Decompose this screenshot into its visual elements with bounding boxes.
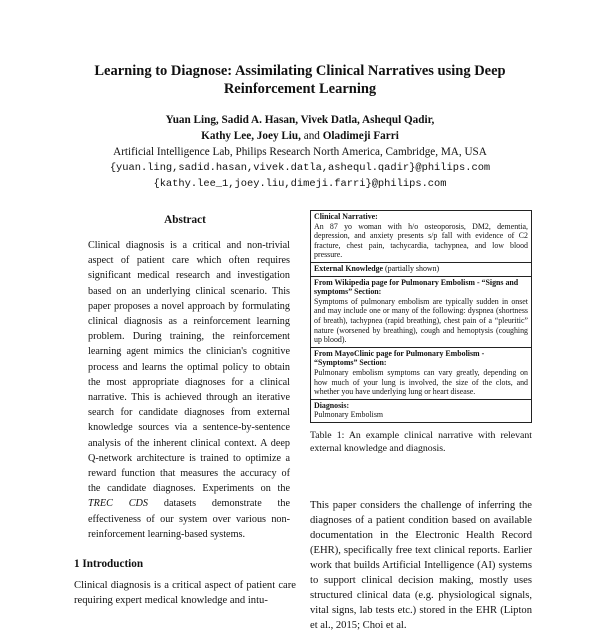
knowledge-title: External Knowledge: [314, 263, 384, 273]
title-line-2: Reinforcement Learning: [223, 81, 377, 97]
paper-title: [60, 62, 540, 98]
wiki-section: [311, 277, 531, 348]
authors-and: and: [303, 130, 320, 142]
author-block: [60, 112, 540, 192]
authors-line-2: [60, 128, 540, 144]
title-line-1: Learning to Diagnose: Assimilating Clinical Narratives using Deep: [94, 63, 506, 79]
mayo-text: Pulmonary embolism symptoms can vary greatly, depending on how much of your lung is involved, the size of the clots, and whether you have underlying lung or heart disease.: [314, 367, 528, 397]
email-line-2: {kathy.lee_1,joey.liu,dimeji.farri}@philips.com: [153, 178, 447, 190]
abstract-body: [74, 238, 296, 542]
diagnosis-text: Pulmonary Embolism: [314, 410, 384, 420]
intro-heading: 1 Introduction: [74, 558, 144, 571]
authors-line-2-last: Oladimeji Farri: [322, 130, 399, 142]
narrative-heading: Clinical Narrative:: [314, 212, 378, 221]
knowledge-heading: [314, 264, 528, 274]
diagnosis-section: [311, 400, 531, 422]
intro-body: Clinical diagnosis is a critical aspect of patient care requiring expert medical knowledge and intu-: [74, 580, 296, 607]
narrative-section: [311, 211, 531, 263]
narrative-text: An 87 yo woman with h/o osteoporosis, DM2, dementia, depression, and anxiety presents s/p fall with evidence of C2 fracture, chest pain, tachycardia, tachypnea, and low blood pressure.: [314, 221, 528, 260]
abstract-text-2: datasets demonstrate the effectiveness of our system over various non-reinforcement learning-based systems.: [88, 498, 291, 540]
wiki-heading: From Wikipedia page for Pulmonary Embolism - “Signs and symptoms” Section:: [314, 277, 519, 297]
authors-line-1: Yuan Ling, Sadid A. Hasan, Vivek Datla, Ashequl Qadir,: [165, 114, 435, 126]
authors-line-2-names: Kathy Lee, Joey Liu,: [201, 130, 301, 142]
affiliation: Artificial Intelligence Lab, Philips Research North America, Cambridge, MA, USA: [113, 146, 487, 158]
email-line-1: {yuan.ling,sadid.hasan,vivek.datla,ashequl.qadir}@philips.com: [109, 162, 491, 174]
mayo-heading: From MayoClinic page for Pulmonary Embolism - “Symptoms” Section:: [314, 348, 485, 368]
wiki-text: Symptoms of pulmonary embolism are typically sudden in onset and may include one or many of the following: dyspnea (shortness of breath), tachypnea (rapid breathing), chest pain of a “pleuritic” nature (worsened by breathing), cough and hemoptysis (coughing up blood).: [314, 296, 528, 345]
mayo-section: [311, 348, 531, 400]
right-body-text: This paper considers the challenge of inferring the diagnoses of a patient condition based on available documentation in the Electronic Health Record (EHR), specifically free text clinical reports. Earlier work that builds Artificial Intelligence (AI) systems to support clinical decision making, mostly uses structured clinical data (e.g. physiological signals, vital signs, lab tests etc.) stored in the EHR (Lipton et al., 2015; Choi et al.: [310, 499, 532, 631]
knowledge-note: (partially shown): [385, 263, 440, 273]
diagnosis-heading: Diagnosis:: [314, 400, 350, 410]
table-1: [310, 210, 532, 423]
abstract-heading: Abstract: [164, 214, 206, 226]
abstract-italic: TREC CDS: [88, 498, 148, 510]
left-column: [74, 214, 296, 608]
abstract-text-1: Clinical diagnosis is a critical and non-trivial aspect of patient care which often requires significant medical research and investigation based on an underlying clinical scenario. This paper proposes a novel approach by formulating clinical diagnosis as a reinforcement learning problem. During training, the reinforcement learning agent mimics the clinician's cognitive process and learns the optimal policy to obtain the most appropriate diagnoses for a clinical narrative. This is achieved through an iterative search for candidate diagnoses from external knowledge sources via a sentence-by-sentence analysis of the inherent clinical context. A deep Q-network architecture is trained to optimize a reward function that measures the accuracy of the candidate diagnoses. Experiments on the: [88, 240, 290, 495]
table-caption: Table 1: An example clinical narrative with relevant external knowledge and diagnosis.: [310, 429, 532, 455]
knowledge-section: [311, 263, 531, 277]
right-column: [310, 210, 532, 633]
